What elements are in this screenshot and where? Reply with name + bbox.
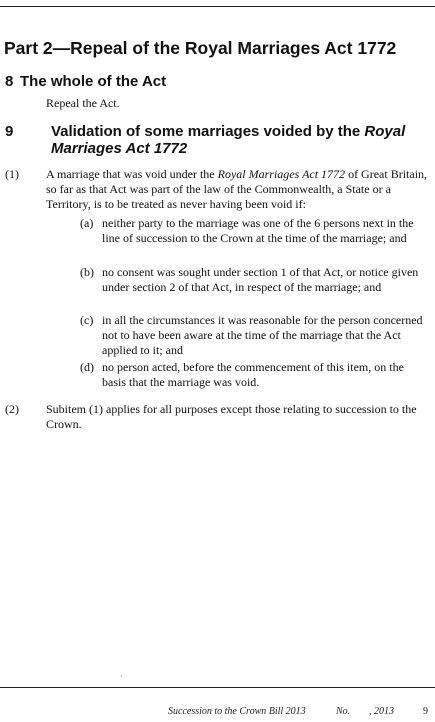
section-9-number: 9 — [5, 123, 14, 140]
subitem-2-number: (2) — [5, 402, 19, 416]
section-8-text: Repeal the Act. — [46, 96, 120, 110]
section-8-title: The whole of the Act — [20, 73, 167, 90]
paragraph-d-label: (d) — [80, 360, 94, 374]
section-9-title-italic: Royal Marriages Act 1772 — [51, 123, 406, 157]
paragraph-a-text: neither party to the marriage was one of the 6 persons next in the line of succession to the Crown at the time of the marriage; and — [102, 216, 414, 245]
paragraph-b-text: no consent was sought under section 1 of that Act, or notice given under section 2 of that Act, in respect of the marriage; and — [102, 265, 419, 294]
subitem-1-text-italic: Royal Marriages Act 1772 — [217, 167, 346, 181]
section-8-number: 8 — [5, 73, 14, 90]
paragraph-b-label: (b) — [80, 265, 94, 279]
paragraph-d-text: no person acted, before the commencement of this item, on the basis that the marriage was void. — [102, 360, 404, 389]
subitem-2-text: Subitem (1) applies for all purposes except those relating to succession to the Crown. — [46, 402, 417, 431]
part-title: Part 2—Repeal of the Royal Marriages Act 1772 — [4, 38, 397, 58]
subitem-1-text-before: A marriage that was void under the — [46, 167, 218, 181]
subitem-1-text — [46, 167, 428, 212]
bottom-rule — [0, 687, 435, 688]
section-8-heading — [5, 73, 167, 90]
subitem-1-number: (1) — [5, 167, 19, 181]
paragraph-c-text: in all the circumstances it was reasonable for the person concerned not to have been aware at the time of the marriage that the Act applied to it; and — [102, 313, 423, 357]
paragraph-a-label: (a) — [80, 216, 94, 230]
top-rule — [0, 6, 435, 7]
footer-no-label: No. — [336, 706, 351, 717]
subitem-1-text-after: of Great Britain, so far as that Act was part of the law of the Commonwealth, a State or a Territory, is to be treated as never having been void if: — [46, 167, 428, 211]
footer-page-number: 9 — [423, 706, 428, 717]
section-9-title-plain: Validation of some marriages voided by the — [51, 123, 365, 140]
section-9-heading — [5, 123, 406, 157]
footer-bill-title: Succession to the Crown Bill 2013 — [168, 706, 306, 717]
footer-year: , 2013 — [369, 706, 394, 717]
stray-mark: · — [120, 672, 123, 681]
section-9-title — [20, 123, 435, 157]
paragraph-c-label: (c) — [80, 313, 94, 327]
